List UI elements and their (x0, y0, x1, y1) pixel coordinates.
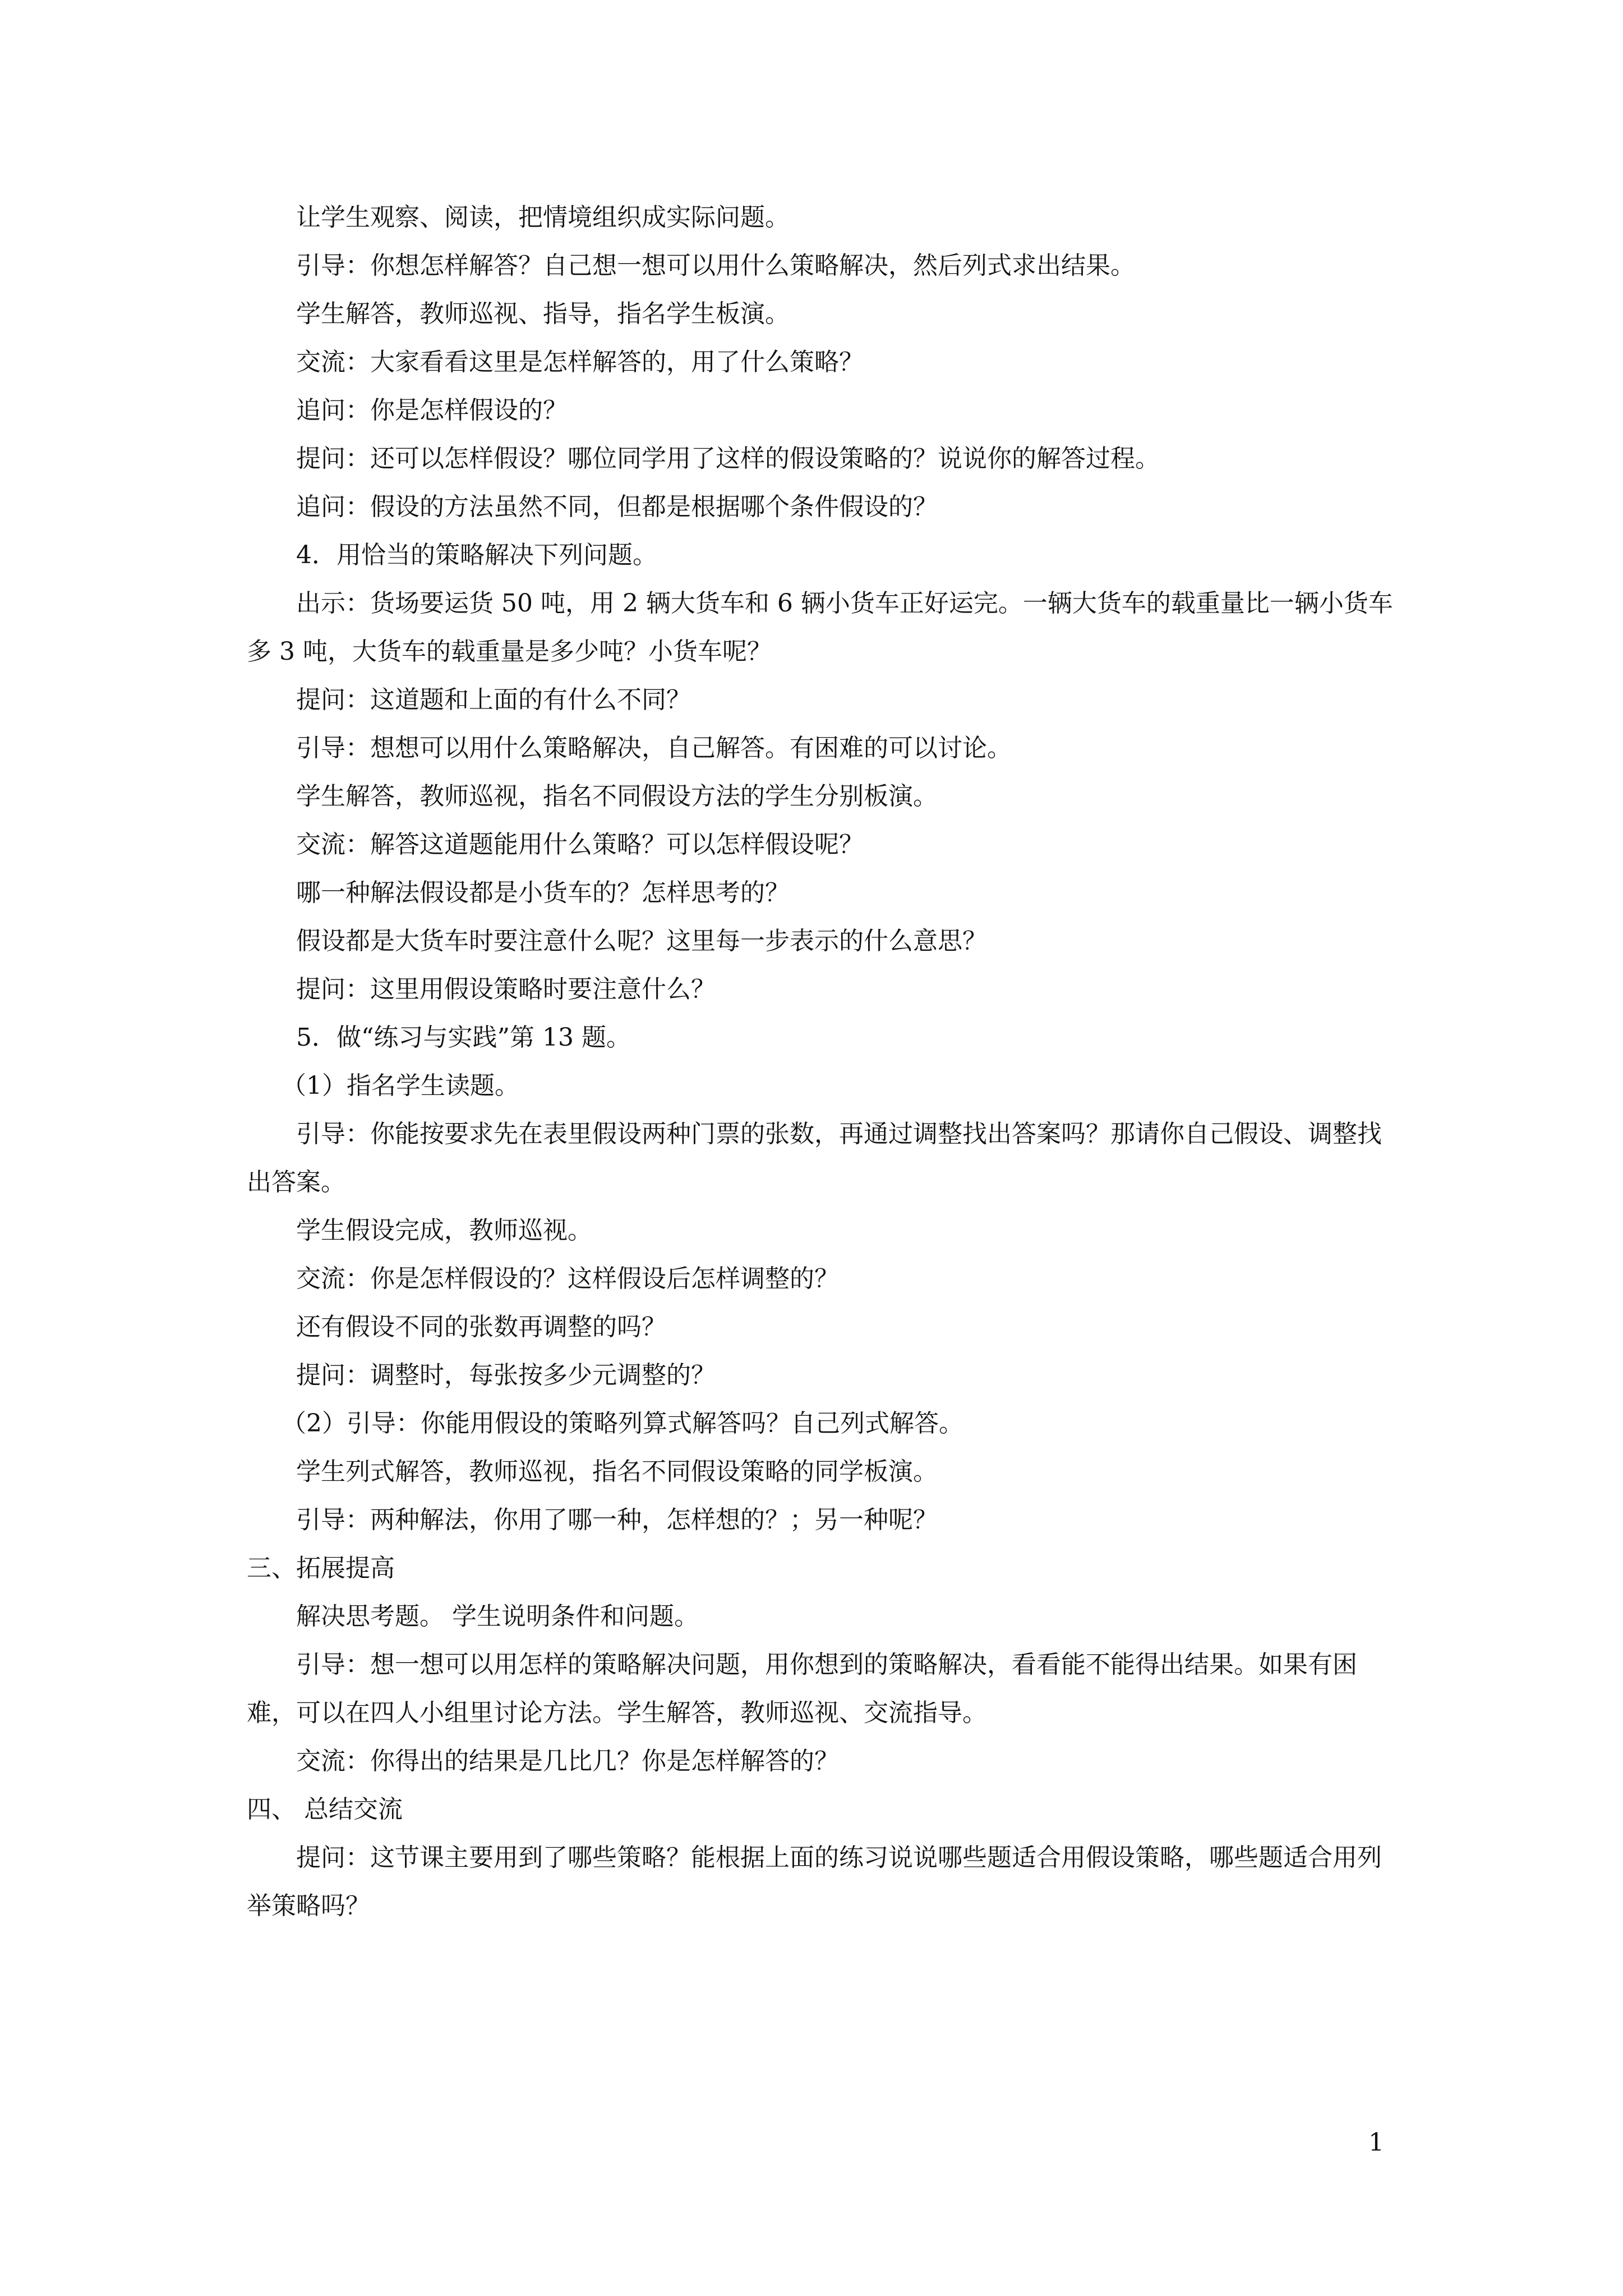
section-heading-4: 四、 总结交流 (247, 1795, 403, 1824)
paragraph-problem-display: 出示：货场要运货 50 吨，用 2 辆大货车和 6 辆小货车正好运完。一辆大货车的载重量比一辆小货车多 3 吨，大货车的载重量是多少吨？小货车呢？ (247, 589, 1393, 666)
paragraph-10: 提问：这道题和上面的有什么不同？ (296, 685, 691, 714)
paragraph-11: 引导：想想可以用什么策略解决，自己解答。有困难的可以讨论。 (296, 734, 1012, 762)
paragraph-7: 追问：假设的方法虽然不同，但都是根据哪个条件假设的？ (296, 493, 938, 521)
paragraph-23: 提问：调整时，每张按多少元调整的？ (296, 1361, 716, 1389)
paragraph-26: 引导：两种解法，你用了哪一种，怎样想的？；另一种呢？ (296, 1506, 938, 1534)
page-number: 1 (1368, 2128, 1384, 2157)
paragraph-20: 学生假设完成，教师巡视。 (296, 1216, 592, 1245)
paragraph-19: 引导：你能按要求先在表里假设两种门票的张数，再通过调整找出答案吗？那请你自己假设、调整找出答案。 (247, 1120, 1382, 1197)
section-item-5-heading: 5．做“练习与实践”第 13 题。 (296, 1023, 631, 1052)
paragraph-3: 学生解答，教师巡视、指导，指名学生板演。 (296, 300, 790, 328)
paragraph-16: 提问：这里用假设策略时要注意什么？ (296, 975, 716, 1004)
paragraph-22: 还有假设不同的张数再调整的吗？ (296, 1313, 666, 1341)
paragraph-21: 交流：你是怎样假设的？这样假设后怎样调整的？ (296, 1264, 839, 1293)
paragraph-2: 引导：你想怎样解答？自己想一想可以用什么策略解决，然后列式求出结果。 (296, 251, 1135, 280)
paragraph-4: 交流：大家看看这里是怎样解答的，用了什么策略？ (296, 348, 864, 376)
paragraph-30: 交流：你得出的结果是几比几？你是怎样解答的？ (296, 1747, 839, 1775)
section-item-4-heading: 4．用恰当的策略解决下列问题。 (296, 541, 657, 569)
sub-item-1: （1）指名学生读题。 (282, 1071, 519, 1100)
paragraph-6: 提问：还可以怎样假设？哪位同学用了这样的假设策略的？说说你的解答过程。 (296, 444, 1160, 473)
section-heading-3: 三、拓展提高 (247, 1554, 395, 1582)
paragraph-13: 交流：解答这道题能用什么策略？可以怎样假设呢？ (296, 830, 864, 859)
paragraph-12: 学生解答，教师巡视，指名不同假设方法的学生分别板演。 (296, 782, 938, 811)
paragraph-1: 让学生观察、阅读，把情境组织成实际问题。 (296, 203, 790, 232)
paragraph-14: 哪一种解法假设都是小货车的？怎样思考的？ (296, 878, 790, 907)
paragraph-25: 学生列式解答，教师巡视，指名不同假设策略的同学板演。 (296, 1457, 938, 1486)
paragraph-5: 追问：你是怎样假设的？ (296, 396, 568, 425)
sub-item-2: （2）引导：你能用假设的策略列算式解答吗？自己列式解答。 (282, 1409, 963, 1438)
paragraph-32: 提问：这节课主要用到了哪些策略？能根据上面的练习说说哪些题适合用假设策略，哪些题适合用列举策略吗？ (247, 1843, 1382, 1920)
paragraph-15: 假设都是大货车时要注意什么呢？这里每一步表示的什么意思？ (296, 927, 987, 955)
paragraph-28: 解决思考题。 学生说明条件和问题。 (296, 1602, 699, 1631)
paragraph-29: 引导：想一想可以用怎样的策略解决问题，用你想到的策略解决，看看能不能得出结果。如果有困难，可以在四人小组里讨论方法。学生解答，教师巡视、交流指导。 (247, 1650, 1357, 1727)
document-body (247, 194, 1396, 1930)
